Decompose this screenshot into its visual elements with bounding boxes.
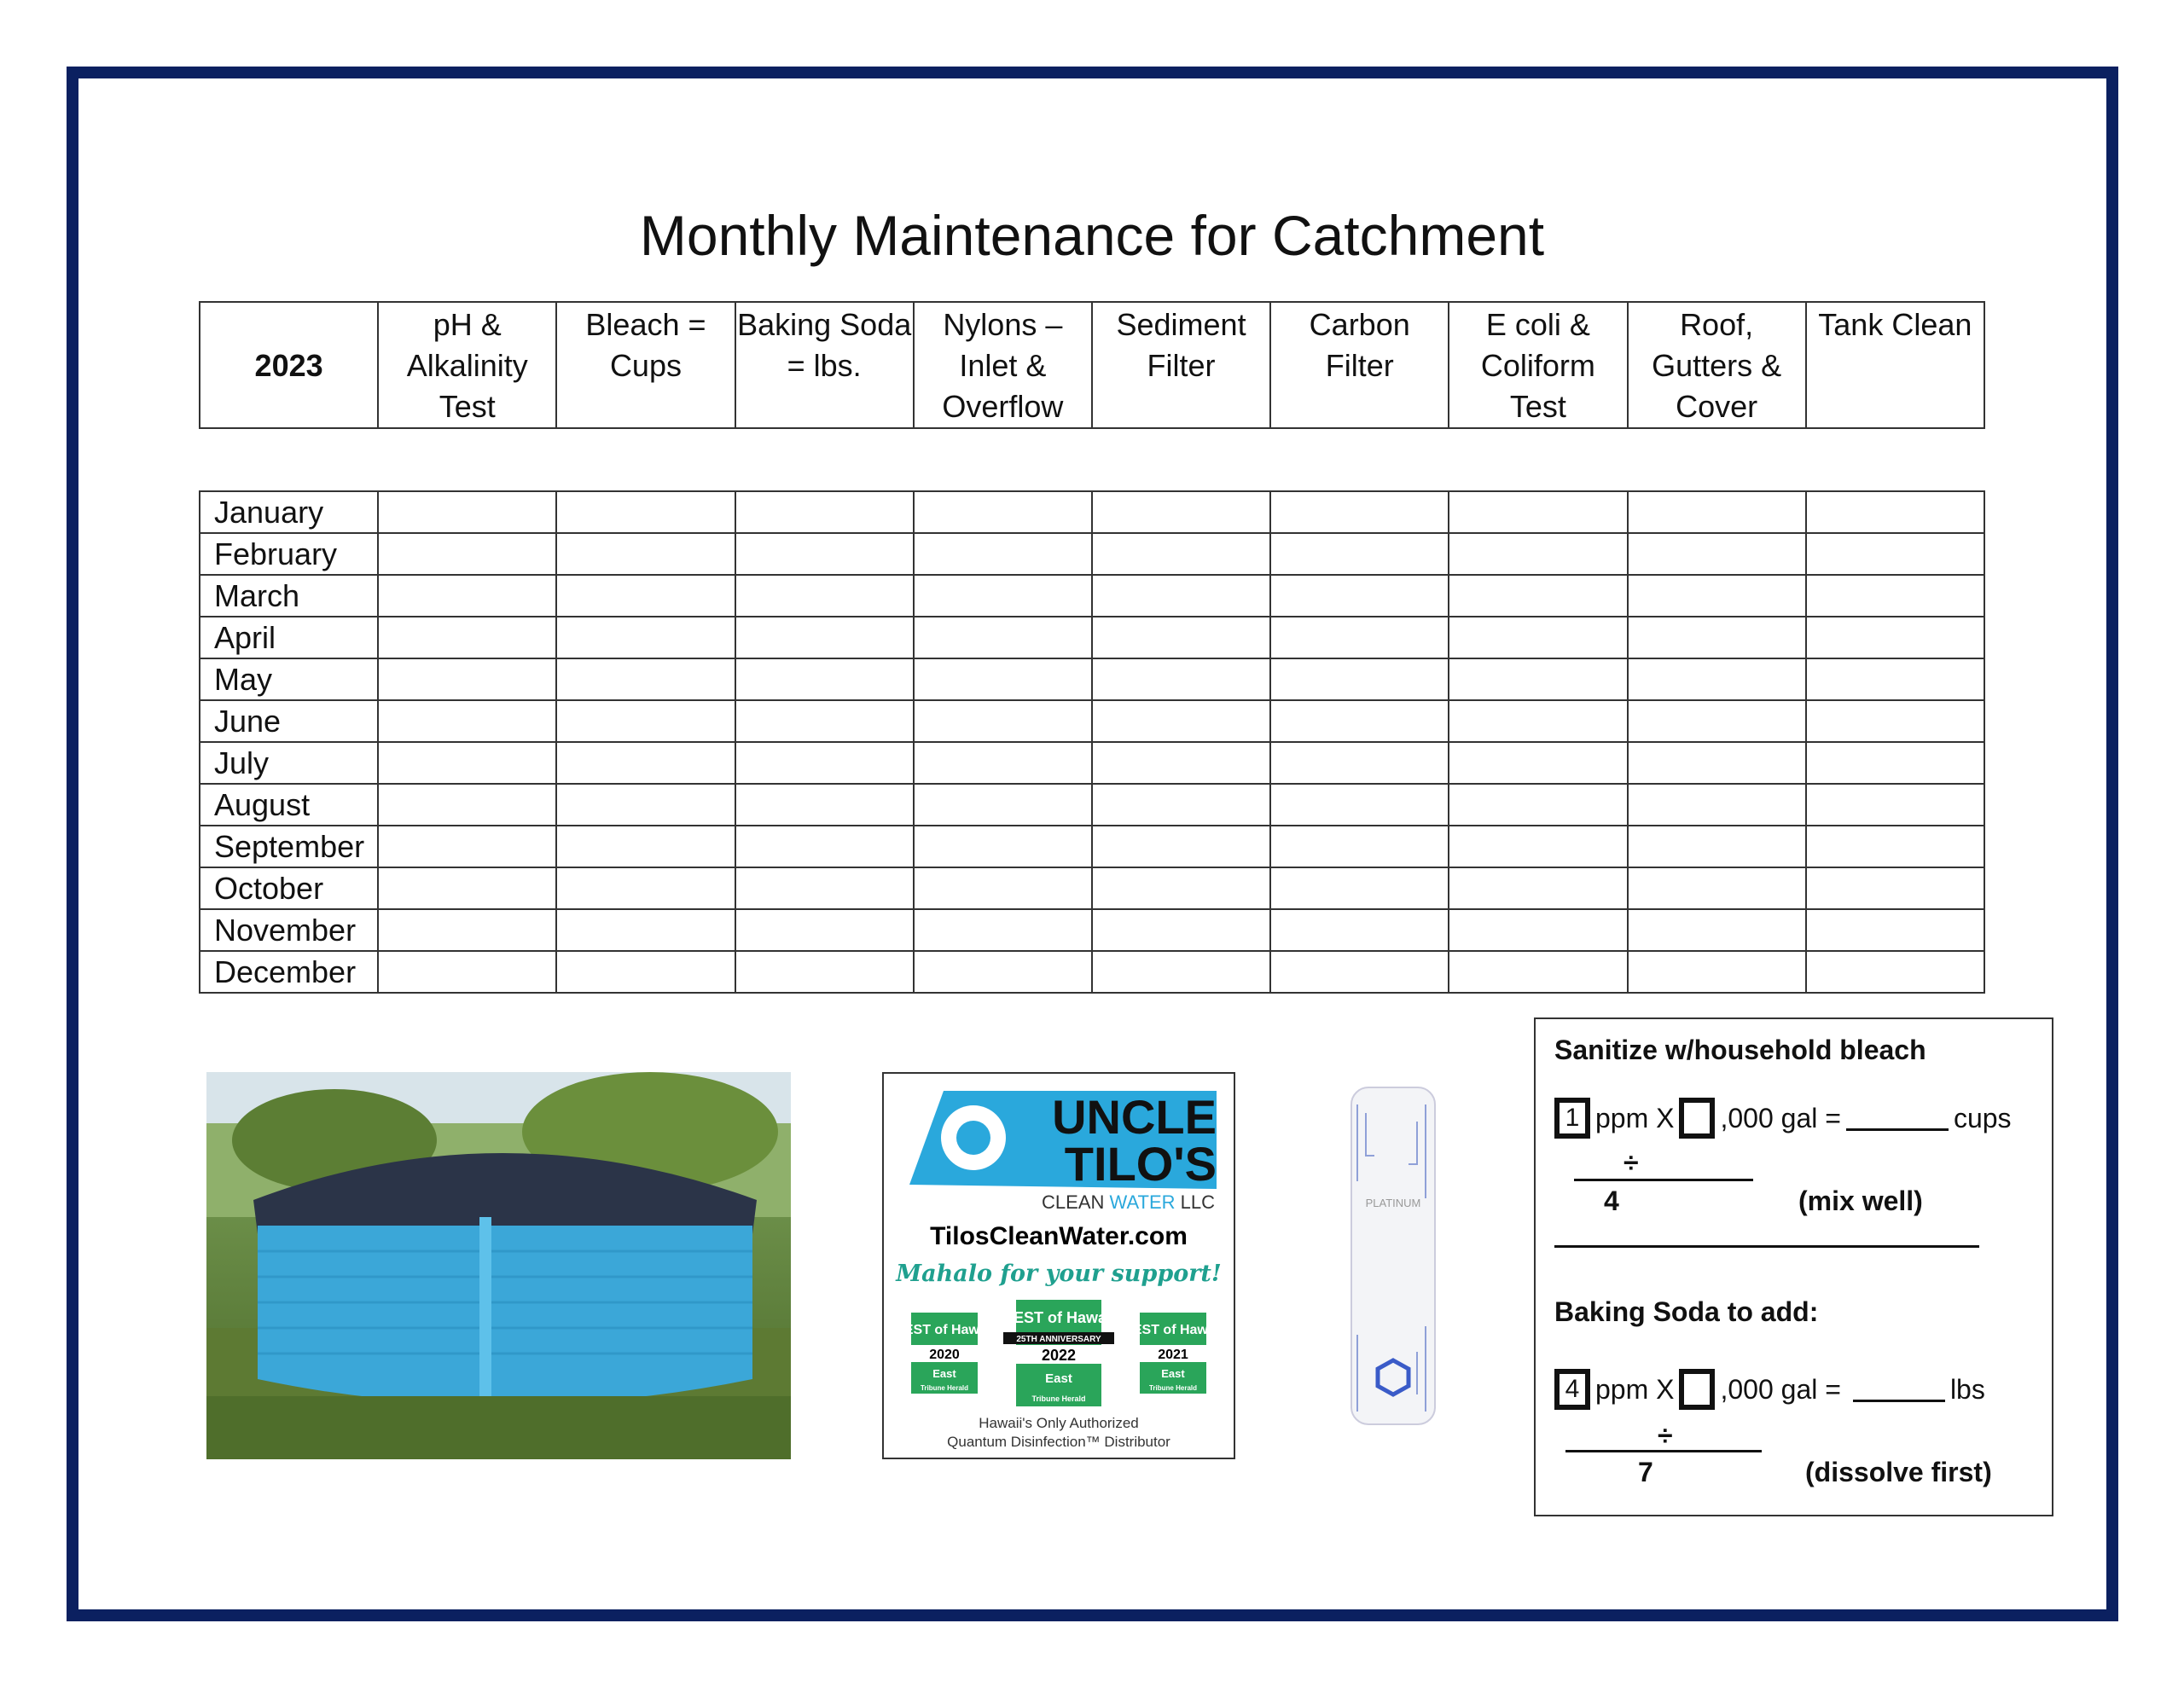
- entry-cell[interactable]: [1270, 909, 1449, 951]
- entry-cell[interactable]: [1449, 617, 1627, 658]
- entry-cell[interactable]: [1270, 951, 1449, 993]
- soda-lbs-blank[interactable]: [1853, 1377, 1945, 1402]
- entry-cell[interactable]: [1092, 867, 1270, 909]
- svg-text:East: East: [1161, 1367, 1185, 1380]
- column-header: Sediment Filter: [1092, 302, 1270, 428]
- svg-text:BEST of Hawaii: BEST of Hawaii: [1123, 1323, 1223, 1337]
- entry-cell[interactable]: [735, 826, 914, 867]
- entry-cell[interactable]: [1628, 533, 1806, 575]
- entry-cell[interactable]: [1270, 742, 1449, 784]
- column-header: Tank Clean: [1806, 302, 1984, 428]
- entry-cell[interactable]: [914, 951, 1092, 993]
- entry-cell[interactable]: [1449, 784, 1627, 826]
- svg-text:2020: 2020: [929, 1348, 960, 1362]
- entry-cell[interactable]: [378, 951, 556, 993]
- entry-cell[interactable]: [1806, 617, 1984, 658]
- column-header: Bleach = Cups: [556, 302, 735, 428]
- entry-cell[interactable]: [556, 491, 735, 533]
- entry-cell[interactable]: [1449, 575, 1627, 617]
- entry-cell[interactable]: [1806, 533, 1984, 575]
- entry-cell[interactable]: [1270, 784, 1449, 826]
- entry-cell[interactable]: [1092, 742, 1270, 784]
- table-row: [200, 784, 1984, 826]
- entry-cell[interactable]: [1092, 617, 1270, 658]
- entry-cell[interactable]: [914, 617, 1092, 658]
- svg-text:East: East: [1045, 1371, 1072, 1386]
- uncle-tilos-logo: [882, 1072, 1235, 1459]
- column-header: E coli & Coliform Test: [1449, 302, 1627, 428]
- entry-cell[interactable]: [1270, 867, 1449, 909]
- entry-cell[interactable]: [1806, 951, 1984, 993]
- mix-well-note: (mix well): [1798, 1186, 1923, 1216]
- entry-cell[interactable]: [1806, 658, 1984, 700]
- entry-cell[interactable]: [914, 784, 1092, 826]
- svg-text:Hawaii's Only Authorized: Hawaii's Only Authorized: [979, 1415, 1139, 1431]
- entry-cell[interactable]: [735, 533, 914, 575]
- entry-cell[interactable]: [914, 909, 1092, 951]
- entry-cell[interactable]: [556, 700, 735, 742]
- entry-cell[interactable]: [1628, 658, 1806, 700]
- month-label: August: [200, 784, 378, 826]
- entry-cell[interactable]: [556, 533, 735, 575]
- logo-line2: TILO'S: [1064, 1137, 1217, 1191]
- column-header: Carbon Filter: [1270, 302, 1449, 428]
- entry-cell[interactable]: [378, 867, 556, 909]
- baking-soda-heading: Baking Soda to add:: [1554, 1296, 1819, 1327]
- entry-cell[interactable]: [914, 533, 1092, 575]
- entry-cell[interactable]: [735, 867, 914, 909]
- entry-cell[interactable]: [735, 784, 914, 826]
- entry-cell[interactable]: [735, 491, 914, 533]
- entry-cell[interactable]: [1092, 826, 1270, 867]
- entry-cell[interactable]: [378, 658, 556, 700]
- entry-cell[interactable]: [1092, 491, 1270, 533]
- entry-cell[interactable]: [735, 951, 914, 993]
- month-label: October: [200, 867, 378, 909]
- soda-divisor: 7: [1638, 1457, 1653, 1487]
- soda-gallons-input[interactable]: [1679, 1369, 1715, 1410]
- month-label: July: [200, 742, 378, 784]
- entry-cell[interactable]: [1270, 826, 1449, 867]
- entry-cell[interactable]: [1806, 909, 1984, 951]
- logo-mahalo: Mahalo for your support!: [896, 1261, 1222, 1287]
- entry-cell[interactable]: [735, 700, 914, 742]
- entry-cell[interactable]: [378, 533, 556, 575]
- dissolve-first-note: (dissolve first): [1805, 1457, 1992, 1487]
- svg-text:East: East: [932, 1367, 956, 1380]
- column-header: pH & Alkalinity Test: [378, 302, 556, 428]
- entry-cell[interactable]: [735, 575, 914, 617]
- entry-cell[interactable]: [914, 491, 1092, 533]
- entry-cell[interactable]: [1449, 491, 1627, 533]
- entry-cell[interactable]: [378, 826, 556, 867]
- entry-cell[interactable]: [556, 784, 735, 826]
- entry-cell[interactable]: [1628, 491, 1806, 533]
- entry-cell[interactable]: [556, 826, 735, 867]
- entry-cell[interactable]: [1449, 909, 1627, 951]
- entry-cell[interactable]: [735, 658, 914, 700]
- entry-cell[interactable]: [1092, 909, 1270, 951]
- entry-cell[interactable]: [735, 742, 914, 784]
- svg-text:2021: 2021: [1158, 1348, 1188, 1362]
- table-row: [200, 575, 1984, 617]
- entry-cell[interactable]: [1092, 951, 1270, 993]
- table-row: [200, 909, 1984, 951]
- maintenance-table: [199, 490, 1985, 994]
- entry-cell[interactable]: [1092, 533, 1270, 575]
- soda-ppm-box: 4: [1554, 1369, 1590, 1410]
- month-label: December: [200, 951, 378, 993]
- entry-cell[interactable]: [1806, 867, 1984, 909]
- entry-cell[interactable]: [1270, 617, 1449, 658]
- entry-cell[interactable]: [1628, 575, 1806, 617]
- bleach-ppm-box: 1: [1554, 1098, 1590, 1139]
- logo-website: TilosCleanWater.com: [930, 1222, 1188, 1250]
- entry-cell[interactable]: [378, 909, 556, 951]
- entry-cell[interactable]: [1449, 742, 1627, 784]
- entry-cell[interactable]: [556, 617, 735, 658]
- entry-cell[interactable]: [1806, 826, 1984, 867]
- month-label: March: [200, 575, 378, 617]
- entry-cell[interactable]: [556, 575, 735, 617]
- entry-cell[interactable]: [556, 658, 735, 700]
- entry-cell[interactable]: [1270, 491, 1449, 533]
- header-table: [199, 301, 1985, 429]
- entry-cell[interactable]: [1806, 700, 1984, 742]
- month-label: May: [200, 658, 378, 700]
- table-row: [200, 491, 1984, 533]
- entry-cell[interactable]: [1449, 700, 1627, 742]
- entry-cell[interactable]: [1449, 951, 1627, 993]
- entry-cell[interactable]: [914, 826, 1092, 867]
- table-row: [200, 533, 1984, 575]
- entry-cell[interactable]: [914, 575, 1092, 617]
- table-row: [200, 867, 1984, 909]
- column-header: Nylons – Inlet & Overflow: [914, 302, 1092, 428]
- filter-label: PLATINUM: [1365, 1197, 1421, 1209]
- filter-cartridge-image: [1345, 1079, 1442, 1435]
- table-row: [200, 658, 1984, 700]
- entry-cell[interactable]: [1628, 951, 1806, 993]
- entry-cell[interactable]: [556, 742, 735, 784]
- catchment-tank-photo: [206, 1072, 791, 1459]
- entry-cell[interactable]: [1806, 742, 1984, 784]
- entry-cell[interactable]: [1628, 617, 1806, 658]
- bleach-cups-blank[interactable]: [1846, 1105, 1949, 1131]
- entry-cell[interactable]: [1092, 784, 1270, 826]
- svg-text:Tribune Herald: Tribune Herald: [920, 1384, 969, 1392]
- svg-text:BEST of Hawaii: BEST of Hawaii: [894, 1323, 995, 1337]
- bleach-divisor: 4: [1604, 1186, 1619, 1216]
- svg-text:2022: 2022: [1041, 1347, 1077, 1364]
- entry-cell[interactable]: [378, 700, 556, 742]
- entry-cell[interactable]: [1092, 575, 1270, 617]
- entry-cell[interactable]: [735, 909, 914, 951]
- entry-cell[interactable]: [556, 909, 735, 951]
- table-row: [200, 617, 1984, 658]
- entry-cell[interactable]: [1449, 867, 1627, 909]
- month-label: September: [200, 826, 378, 867]
- entry-cell[interactable]: [1806, 575, 1984, 617]
- entry-cell[interactable]: [1092, 700, 1270, 742]
- entry-cell[interactable]: [1270, 575, 1449, 617]
- bleach-gallons-input[interactable]: [1679, 1098, 1715, 1139]
- entry-cell[interactable]: [1628, 742, 1806, 784]
- entry-cell[interactable]: [914, 867, 1092, 909]
- table-row: [200, 742, 1984, 784]
- month-label: January: [200, 491, 378, 533]
- entry-cell[interactable]: [378, 784, 556, 826]
- entry-cell[interactable]: [1806, 491, 1984, 533]
- entry-cell[interactable]: [914, 658, 1092, 700]
- month-label: November: [200, 909, 378, 951]
- page-title: Monthly Maintenance for Catchment: [639, 204, 1545, 267]
- entry-cell[interactable]: [1628, 909, 1806, 951]
- entry-cell[interactable]: [1628, 826, 1806, 867]
- svg-text:Tribune Herald: Tribune Herald: [1148, 1384, 1198, 1392]
- year-header: 2023: [200, 302, 378, 428]
- table-row: [200, 951, 1984, 993]
- entry-cell[interactable]: [1449, 658, 1627, 700]
- entry-cell[interactable]: [1628, 700, 1806, 742]
- table-row: [200, 700, 1984, 742]
- entry-cell[interactable]: [1270, 533, 1449, 575]
- logo-line1: UNCLE: [1052, 1090, 1217, 1144]
- entry-cell[interactable]: [914, 700, 1092, 742]
- entry-cell[interactable]: [1270, 658, 1449, 700]
- month-label: April: [200, 617, 378, 658]
- entry-cell[interactable]: [378, 742, 556, 784]
- entry-cell[interactable]: [378, 575, 556, 617]
- entry-cell[interactable]: [914, 742, 1092, 784]
- entry-cell[interactable]: [1092, 658, 1270, 700]
- svg-text:25TH ANNIVERSARY: 25TH ANNIVERSARY: [1016, 1335, 1101, 1344]
- entry-cell[interactable]: [1806, 784, 1984, 826]
- entry-cell[interactable]: [378, 491, 556, 533]
- bleach-heading: Sanitize w/household bleach: [1554, 1035, 1926, 1065]
- month-label: June: [200, 700, 378, 742]
- svg-text:Quantum Disinfection™ Distribu: Quantum Disinfection™ Distributor: [947, 1434, 1170, 1450]
- month-label: February: [200, 533, 378, 575]
- column-header: Roof, Gutters & Cover: [1628, 302, 1806, 428]
- svg-text:CLEAN WATER LLC: CLEAN WATER LLC: [1042, 1191, 1215, 1213]
- table-row: [200, 826, 1984, 867]
- entry-cell[interactable]: [735, 617, 914, 658]
- entry-cell[interactable]: [1270, 700, 1449, 742]
- svg-text:Tribune Herald: Tribune Herald: [1031, 1394, 1086, 1403]
- entry-cell[interactable]: [1628, 784, 1806, 826]
- entry-cell[interactable]: [378, 617, 556, 658]
- svg-text:BEST of Hawaii: BEST of Hawaii: [1002, 1309, 1116, 1326]
- entry-cell[interactable]: [1449, 826, 1627, 867]
- entry-cell[interactable]: [556, 867, 735, 909]
- column-header: Baking Soda = lbs.: [735, 302, 914, 428]
- entry-cell[interactable]: [556, 951, 735, 993]
- dosage-calculator-box: Sanitize w/household bleach 1 ppm X ,000 gal = cups ÷ 4 (mix well) Baking Soda to add: 4 ppm X ,000 gal = lbs ÷ 7 (dissolve first): [1534, 1017, 2053, 1516]
- entry-cell[interactable]: [1449, 533, 1627, 575]
- entry-cell[interactable]: [1628, 867, 1806, 909]
